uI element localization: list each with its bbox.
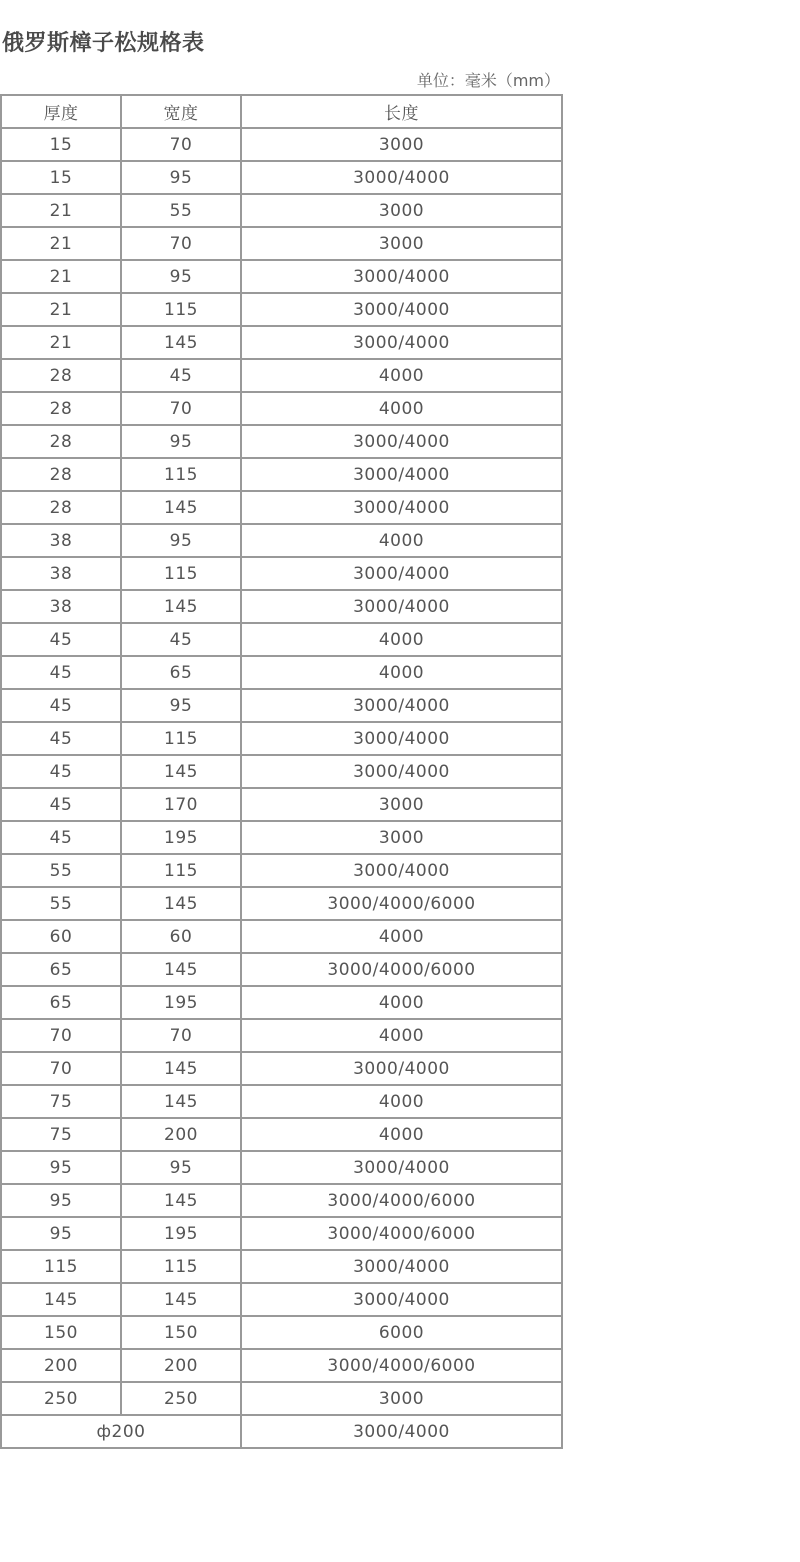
table-row — [1, 1217, 562, 1250]
table-row — [1, 260, 562, 293]
cell-length: 3000 — [241, 194, 562, 227]
cell-width: 45 — [121, 359, 241, 392]
cell-width: 115 — [121, 458, 241, 491]
cell-width: 200 — [121, 1349, 241, 1382]
cell-thickness: 45 — [1, 722, 121, 755]
cell-length: 3000/4000/6000 — [241, 1217, 562, 1250]
cell-width: 195 — [121, 986, 241, 1019]
cell-width: 195 — [121, 821, 241, 854]
cell-width: 115 — [121, 854, 241, 887]
cell-width: 145 — [121, 755, 241, 788]
cell-length: 6000 — [241, 1316, 562, 1349]
cell-width: 150 — [121, 1316, 241, 1349]
cell-width: 145 — [121, 590, 241, 623]
table-row — [1, 1052, 562, 1085]
cell-width: 145 — [121, 953, 241, 986]
cell-width: 200 — [121, 1118, 241, 1151]
table-row — [1, 1085, 562, 1118]
cell-thickness: 200 — [1, 1349, 121, 1382]
cell-width: 115 — [121, 557, 241, 590]
cell-thickness: 28 — [1, 392, 121, 425]
cell-length: 3000/4000 — [241, 260, 562, 293]
cell-width: 145 — [121, 491, 241, 524]
cell-thickness: 38 — [1, 524, 121, 557]
spec-table — [0, 94, 563, 1449]
cell-width: 95 — [121, 425, 241, 458]
table-row — [1, 1250, 562, 1283]
cell-width: 115 — [121, 1250, 241, 1283]
cell-width: 70 — [121, 1019, 241, 1052]
cell-width: 95 — [121, 1151, 241, 1184]
cell-length: 3000/4000 — [241, 326, 562, 359]
table-row — [1, 887, 562, 920]
cell-width: 95 — [121, 260, 241, 293]
cell-width: 145 — [121, 887, 241, 920]
cell-thickness: 38 — [1, 590, 121, 623]
table-row — [1, 986, 562, 1019]
cell-width: 145 — [121, 1184, 241, 1217]
table-row — [1, 590, 562, 623]
cell-thickness: 45 — [1, 656, 121, 689]
cell-length: 4000 — [241, 524, 562, 557]
cell-length: 4000 — [241, 920, 562, 953]
table-row — [1, 359, 562, 392]
cell-thickness: 65 — [1, 953, 121, 986]
cell-length: 3000/4000/6000 — [241, 1184, 562, 1217]
table-row — [1, 1316, 562, 1349]
table-row — [1, 128, 562, 161]
cell-length: 4000 — [241, 1019, 562, 1052]
cell-length: 3000/4000 — [241, 755, 562, 788]
cell-width: 115 — [121, 722, 241, 755]
round-log-row — [1, 1415, 562, 1448]
cell-length: 3000/4000/6000 — [241, 887, 562, 920]
cell-width: 60 — [121, 920, 241, 953]
cell-thickness: 60 — [1, 920, 121, 953]
cell-thickness: 55 — [1, 854, 121, 887]
page-title: 俄罗斯樟子松规格表 — [2, 31, 205, 56]
cell-length: 3000/4000/6000 — [241, 1349, 562, 1382]
table-row — [1, 1019, 562, 1052]
cell-length: 3000/4000 — [241, 425, 562, 458]
table-row — [1, 821, 562, 854]
cell-width: 95 — [121, 161, 241, 194]
cell-length: 3000 — [241, 128, 562, 161]
cell-thickness: 95 — [1, 1184, 121, 1217]
unit-note: 单位：毫米（mm） — [416, 71, 560, 90]
cell-width: 145 — [121, 1085, 241, 1118]
table-row — [1, 1382, 562, 1415]
header-thickness: 厚度 — [1, 95, 121, 128]
cell-thickness: 95 — [1, 1217, 121, 1250]
cell-length: 3000/4000 — [241, 1283, 562, 1316]
cell-thickness: 21 — [1, 194, 121, 227]
table-header — [1, 95, 562, 128]
cell-length: 4000 — [241, 986, 562, 1019]
cell-width: 145 — [121, 1283, 241, 1316]
table-row — [1, 1151, 562, 1184]
cell-length: 3000/4000 — [241, 491, 562, 524]
cell-length: 3000 — [241, 227, 562, 260]
table-row — [1, 689, 562, 722]
cell-thickness: 65 — [1, 986, 121, 1019]
cell-thickness: 28 — [1, 425, 121, 458]
cell-length: 3000/4000 — [241, 161, 562, 194]
round-diameter-cell: ф200 — [1, 1415, 241, 1448]
cell-thickness: 28 — [1, 491, 121, 524]
cell-width: 250 — [121, 1382, 241, 1415]
cell-thickness: 45 — [1, 755, 121, 788]
table-row — [1, 788, 562, 821]
cell-thickness: 21 — [1, 227, 121, 260]
cell-thickness: 45 — [1, 821, 121, 854]
cell-width: 170 — [121, 788, 241, 821]
cell-length: 3000/4000 — [241, 1052, 562, 1085]
cell-thickness: 115 — [1, 1250, 121, 1283]
cell-thickness: 150 — [1, 1316, 121, 1349]
table-row — [1, 326, 562, 359]
table-row — [1, 491, 562, 524]
cell-thickness: 28 — [1, 458, 121, 491]
table-row — [1, 524, 562, 557]
table-row — [1, 392, 562, 425]
cell-length: 4000 — [241, 1118, 562, 1151]
table-footer — [1, 1415, 562, 1448]
header-row — [1, 95, 562, 128]
cell-thickness: 75 — [1, 1085, 121, 1118]
cell-width: 70 — [121, 227, 241, 260]
cell-length: 3000 — [241, 1382, 562, 1415]
cell-thickness: 95 — [1, 1151, 121, 1184]
cell-length: 3000/4000 — [241, 854, 562, 887]
table-row — [1, 557, 562, 590]
table-row — [1, 1118, 562, 1151]
round-length-cell: 3000/4000 — [241, 1415, 562, 1448]
cell-thickness: 75 — [1, 1118, 121, 1151]
cell-width: 70 — [121, 392, 241, 425]
cell-length: 4000 — [241, 392, 562, 425]
table-row — [1, 854, 562, 887]
cell-thickness: 15 — [1, 128, 121, 161]
table-row — [1, 425, 562, 458]
cell-length: 3000 — [241, 788, 562, 821]
cell-thickness: 70 — [1, 1052, 121, 1085]
cell-length: 3000/4000 — [241, 458, 562, 491]
table-row — [1, 755, 562, 788]
cell-length: 3000/4000 — [241, 1250, 562, 1283]
cell-thickness: 15 — [1, 161, 121, 194]
table-row — [1, 1184, 562, 1217]
cell-thickness: 55 — [1, 887, 121, 920]
cell-width: 145 — [121, 1052, 241, 1085]
table-row — [1, 458, 562, 491]
table-row — [1, 194, 562, 227]
cell-thickness: 21 — [1, 293, 121, 326]
cell-width: 95 — [121, 524, 241, 557]
cell-thickness: 38 — [1, 557, 121, 590]
cell-length: 3000/4000 — [241, 557, 562, 590]
cell-width: 195 — [121, 1217, 241, 1250]
cell-thickness: 45 — [1, 689, 121, 722]
header-length: 长度 — [241, 95, 562, 128]
cell-width: 95 — [121, 689, 241, 722]
cell-length: 3000/4000 — [241, 293, 562, 326]
cell-thickness: 21 — [1, 260, 121, 293]
cell-width: 45 — [121, 623, 241, 656]
cell-length: 3000/4000 — [241, 689, 562, 722]
table-row — [1, 722, 562, 755]
header-width: 宽度 — [121, 95, 241, 128]
cell-length: 3000/4000 — [241, 722, 562, 755]
table-row — [1, 227, 562, 260]
cell-length: 4000 — [241, 623, 562, 656]
cell-thickness: 70 — [1, 1019, 121, 1052]
cell-thickness: 145 — [1, 1283, 121, 1316]
cell-width: 55 — [121, 194, 241, 227]
table-row — [1, 656, 562, 689]
cell-length: 3000/4000 — [241, 1151, 562, 1184]
cell-width: 145 — [121, 326, 241, 359]
cell-length: 4000 — [241, 1085, 562, 1118]
cell-length: 3000/4000 — [241, 590, 562, 623]
cell-thickness: 250 — [1, 1382, 121, 1415]
table-row — [1, 293, 562, 326]
table-row — [1, 161, 562, 194]
cell-thickness: 45 — [1, 788, 121, 821]
table-row — [1, 623, 562, 656]
cell-length: 4000 — [241, 359, 562, 392]
table-row — [1, 1349, 562, 1382]
cell-width: 65 — [121, 656, 241, 689]
cell-thickness: 45 — [1, 623, 121, 656]
table-row — [1, 1283, 562, 1316]
cell-thickness: 28 — [1, 359, 121, 392]
table-row — [1, 920, 562, 953]
table-row — [1, 953, 562, 986]
cell-length: 4000 — [241, 656, 562, 689]
cell-width: 70 — [121, 128, 241, 161]
cell-length: 3000/4000/6000 — [241, 953, 562, 986]
table-body — [1, 128, 562, 1415]
cell-length: 3000 — [241, 821, 562, 854]
cell-thickness: 21 — [1, 326, 121, 359]
cell-width: 115 — [121, 293, 241, 326]
